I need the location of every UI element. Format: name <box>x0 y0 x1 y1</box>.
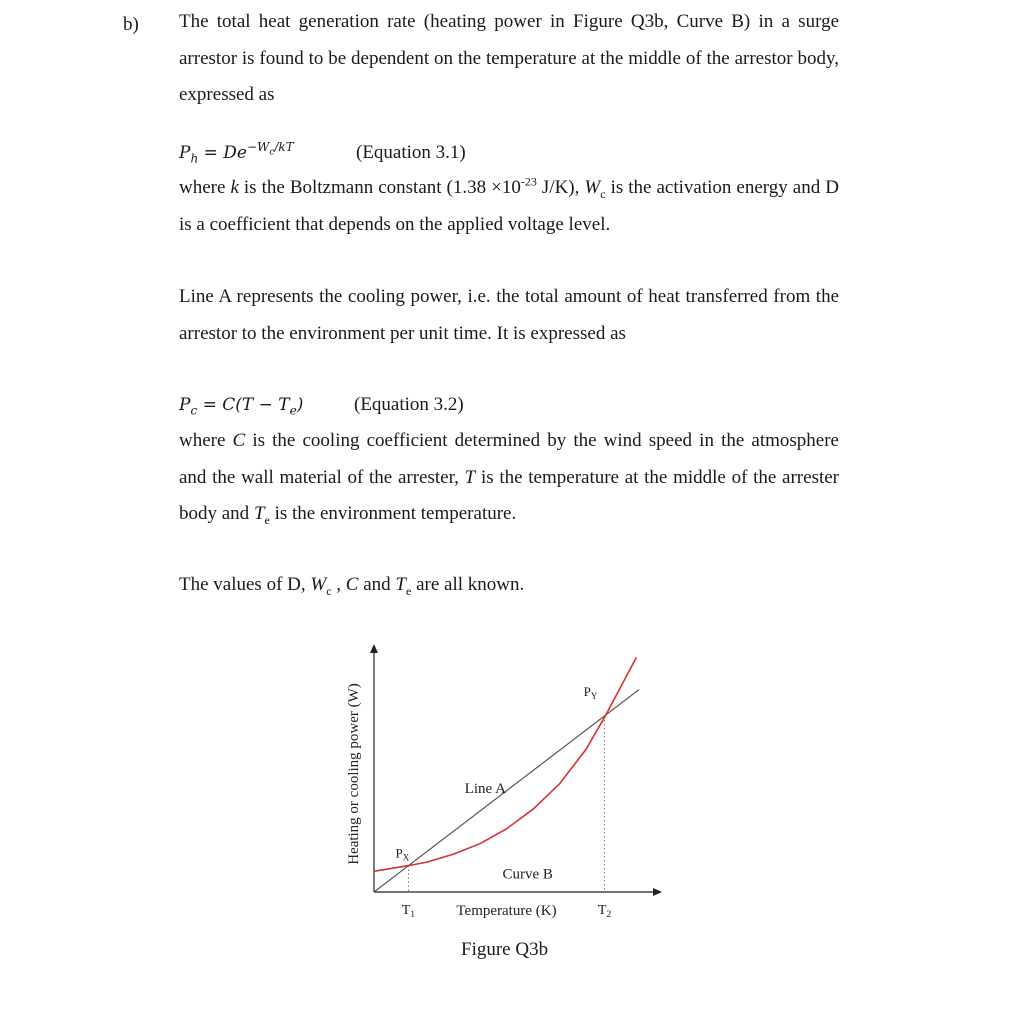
chart-series <box>374 657 639 892</box>
equation-ref: (Equation 3.1) <box>356 142 466 163</box>
paragraph-boltzmann: where k is the Boltzmann constant ($1.38 \times 10^{-23}$ J/K), $W_c$ is the activation energy and D is a coefficient that depends on the applied voltage level. <box>179 174 839 235</box>
equation-lhs: $P_c = C(T - T_e)$ <box>179 395 304 418</box>
figure-caption: Figure Q3b <box>461 939 549 960</box>
series-label-curve-b: Curve B <box>502 866 553 883</box>
tick-label-T2: $T_2$ <box>597 903 612 920</box>
y-axis-title: Heating or cooling power (W) <box>346 683 362 865</box>
paragraph-cooling-coefficient: where C is the cooling coefficient determined by the wind speed in the atmosphere and the wall material of the arrester, T is the temperature at the middle of the arrester body and $T_e$ is the environment temperature. <box>179 430 839 527</box>
question-label: b) <box>123 14 139 35</box>
figure-q3b-chart <box>330 630 700 930</box>
x-axis-arrow <box>653 888 662 896</box>
point-label-px: $P_X$ <box>395 845 410 863</box>
point-label-py: $P_Y$ <box>583 684 598 702</box>
series-curve-b <box>374 657 636 871</box>
paragraph-text: The total heat generation rate (heating power in Figure Q3b, Curve B) in a surge arrestor is found to be dependent on the temperature at the middle of the arrestor body, expressed as <box>179 11 839 105</box>
paragraph-line-a: Line A represents the cooling power, i.e. the total amount of heat transferred from the arrestor to the environment per unit time. It is expressed as <box>179 286 839 344</box>
equation-ref: (Equation 3.2) <box>354 394 464 415</box>
series-label-line-a: Line A <box>464 781 506 798</box>
paragraph-heat-generation <box>179 4 839 114</box>
y-axis-arrow <box>370 644 378 653</box>
equation-3-1 <box>179 140 466 166</box>
tick-label-T1: $T_1$ <box>401 903 416 920</box>
series-line-a <box>374 690 639 892</box>
paragraph-known-values: The values of D, $W_c$ , C and $T_e$ are all known. <box>179 574 525 598</box>
chart-labels <box>346 683 611 920</box>
equation-lhs: $P_h = De^{-W_c/kT}$ <box>179 140 294 166</box>
x-axis-title: Temperature (K) <box>456 903 557 919</box>
equation-3-2 <box>179 394 464 418</box>
chart-axes <box>370 644 662 896</box>
